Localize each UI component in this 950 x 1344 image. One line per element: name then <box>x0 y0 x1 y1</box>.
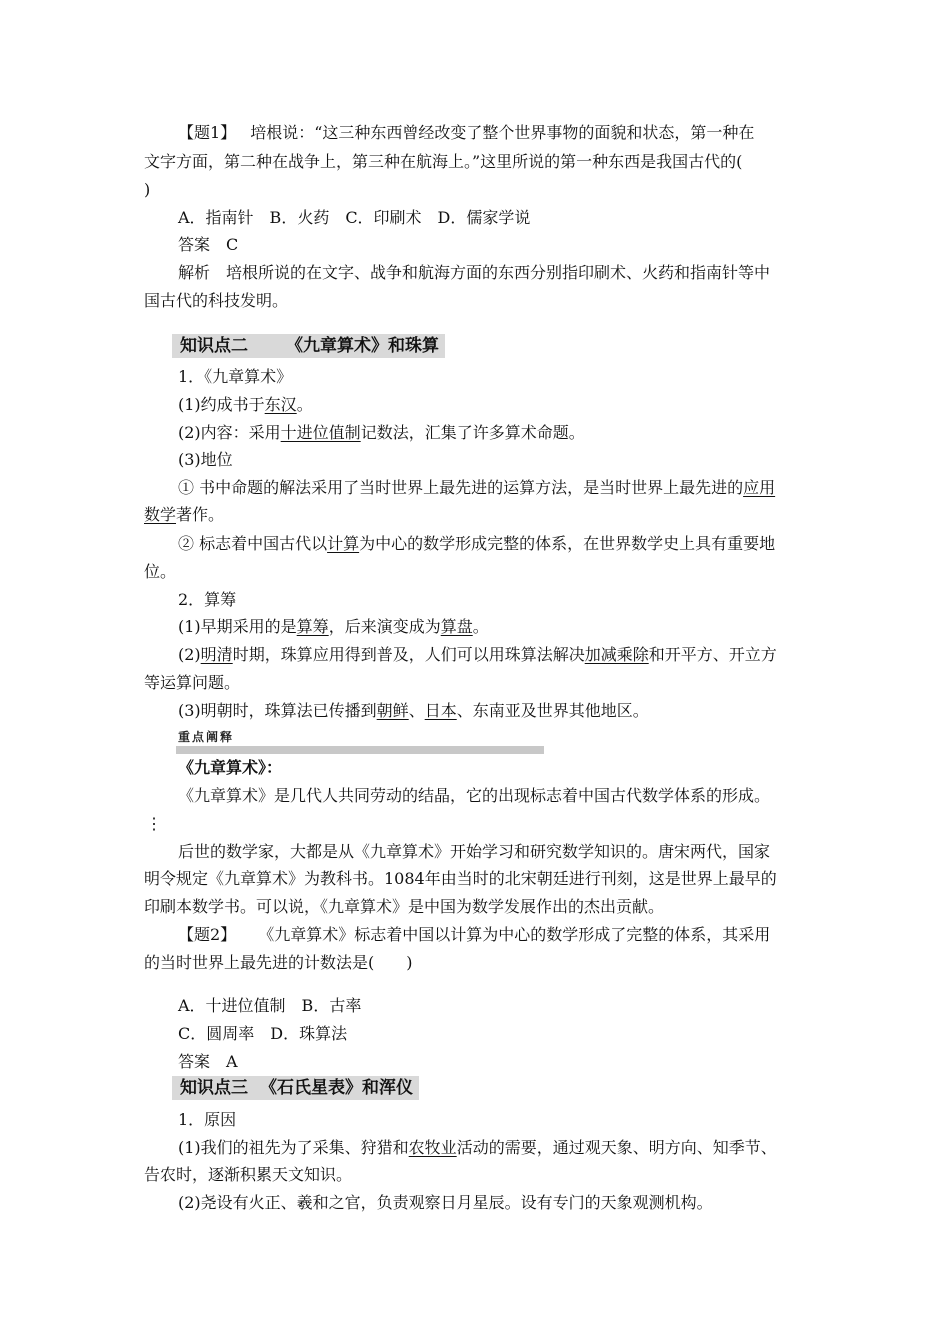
underlined-term: 算盘 <box>440 617 473 636</box>
section-2-item-2c: (3)明朝时，珠算法已传播到朝鲜、日本、东南亚及世界其他地区。 <box>178 701 649 720</box>
section-2-item-2b-line-2: 等运算问题。 <box>144 673 241 692</box>
key-paragraph-1: 《九章算术》是几代人共同劳动的结晶，它的出现标志着中国古代数学体系的形成。 <box>178 786 771 805</box>
question-1-line-3: ) <box>144 180 151 199</box>
underlined-term: 朝鲜 <box>376 701 409 720</box>
underlined-term: 明清 <box>200 645 233 664</box>
underlined-term: 东汉 <box>264 395 297 414</box>
ellipsis-icon: ⋮ <box>146 814 162 833</box>
underlined-term: 计算 <box>327 534 360 553</box>
section-3-number: 知识点三 <box>180 1078 248 1098</box>
underlined-term: 数学 <box>144 505 177 524</box>
underlined-term: 十进位值制 <box>280 423 361 442</box>
section-2-item-2a: (1)早期采用的是算筹，后来演变成为算盘。 <box>178 617 489 636</box>
section-2-item-1d: ① 书中命题的解法采用了当时世界上最先进的运算方法，是当时世界上最先进的应用 <box>178 478 776 497</box>
section-3-item-1a: (1)我们的祖先为了采集、狩猎和农牧业活动的需要，通过观天象、明方向、知季节、 <box>178 1138 777 1157</box>
section-2-title: 《九章算术》和珠算 <box>286 336 439 356</box>
underlined-term: 算筹 <box>296 617 329 636</box>
key-explanation-bar <box>176 746 544 754</box>
key-explanation-label: 重点阐释 <box>178 730 235 744</box>
question-2-line-2: 的当时世界上最先进的计数法是( ) <box>144 953 413 972</box>
key-paragraph-2-line-3: 印刷本数学书。可以说，《九章算术》是中国为数学发展作出的杰出贡献。 <box>144 897 665 916</box>
section-3-item-1a-line-2: 告农时，逐渐积累天文知识。 <box>144 1165 353 1184</box>
question-1-label: 【题1】 <box>178 123 237 142</box>
section-3-item-1b: (2)尧设有火正、羲和之官，负责观察日月星辰。设有专门的天象观测机构。 <box>178 1193 713 1212</box>
section-2-item-1d-line-2: 数学著作。 <box>144 505 225 524</box>
section-2-item-1a: (1)约成书于东汉。 <box>178 395 313 414</box>
key-paragraph-2-line-2: 明令规定《九章算术》为教科书。1084年由当时的北宋朝廷进行刊刻，这是世界上最早的 <box>144 869 777 888</box>
question-2-answer: 答案 A <box>178 1052 238 1071</box>
section-2-sub-1: 1．《九章算术》 <box>178 367 293 386</box>
question-1-line-2: 文字方面，第二种在战争上，第三种在航海上。”这里所说的第一种东西是我国古代的( <box>144 152 743 171</box>
question-2-options-2: C．圆周率 D．珠算法 <box>178 1024 348 1043</box>
section-2-item-1c: (3)地位 <box>178 450 233 469</box>
key-paragraph-2-line-1: 后世的数学家，大都是从《九章算术》开始学习和研究数学知识的。唐宋两代，国家 <box>178 842 771 861</box>
section-2-number: 知识点二 <box>180 336 248 356</box>
key-topic: 《九章算术》： <box>178 758 283 777</box>
section-2-item-1e: ② 标志着中国古代以计算为中心的数学形成完整的体系，在世界数学史上具有重要地 <box>178 534 776 553</box>
section-2-item-1e-line-2: 位。 <box>144 562 177 581</box>
section-2-item-2b: (2)明清时期，珠算应用得到普及，人们可以用珠算法解决加减乘除和开平方、开立方 <box>178 645 777 664</box>
section-2-sub-2: 2．算筹 <box>178 590 237 609</box>
question-1-analysis-line-1: 解析 培根所说的在文字、战争和航海方面的东西分别指印刷术、火药和指南针等中 <box>178 263 771 282</box>
question-2-label: 【题2】 <box>178 925 237 944</box>
section-3-title: 《石氏星表》和浑仪 <box>260 1078 413 1098</box>
underlined-term: 日本 <box>424 701 457 720</box>
section-2-heading <box>172 334 445 358</box>
question-1-line-1: 【题1】 培根说：“这三种东西曾经改变了整个世界事物的面貌和状态，第一种在 <box>178 123 755 142</box>
question-2-line-1: 【题2】 《九章算术》标志着中国以计算为中心的数学形成了完整的体系，其采用 <box>178 925 771 944</box>
section-3-sub-1: 1．原因 <box>178 1110 237 1129</box>
section-2-item-1b: (2)内容：采用十进位值制记数法，汇集了许多算术命题。 <box>178 423 585 442</box>
question-1-analysis-line-2: 国古代的科技发明。 <box>144 291 289 310</box>
underlined-term: 应用 <box>743 478 776 497</box>
question-1-options: A．指南针 B．火药 C．印刷术 D．儒家学说 <box>178 208 531 227</box>
underlined-term: 加减乘除 <box>584 645 649 664</box>
question-2-options-1: A．十进位值制 B．古率 <box>178 996 362 1015</box>
question-1-answer: 答案 C <box>178 235 239 254</box>
underlined-term: 农牧业 <box>408 1138 457 1157</box>
section-3-heading <box>172 1076 419 1100</box>
